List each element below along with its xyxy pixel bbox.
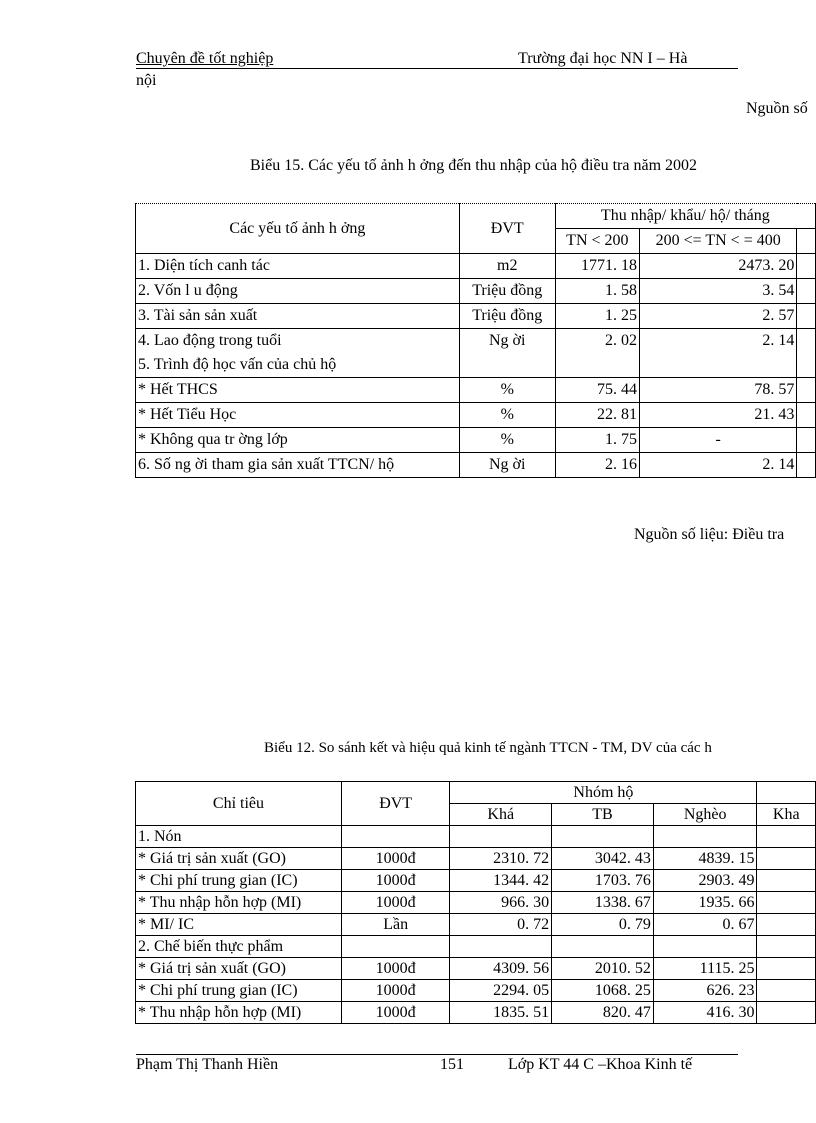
table1-unit-cell: % [459,428,555,453]
table2-indicator-cell: * Chi phí trung gian (IC) [136,980,342,1002]
table-row [136,254,816,279]
table1-head-sub1: TN < 200 [555,229,639,254]
table2-unit-cell: 1000đ [341,958,449,980]
table2-value-cell: 1935. 66 [653,892,757,914]
table2-value-cell: 1344. 42 [450,870,552,892]
table2-value-cell [757,826,816,848]
table1-unit-cell: % [459,378,555,403]
table2-value-cell [653,826,757,848]
table2-unit-cell [341,826,449,848]
table2-value-cell [757,1002,816,1024]
footer-divider [136,1054,738,1055]
table2-value-cell: 4309. 56 [450,958,552,980]
table1-value-cell [797,353,816,378]
table1-factor-cell: 6. Số ng ời tham gia sản xuất TTCN/ hộ [136,453,460,478]
table-row [136,453,816,478]
top-source-note: Nguồn số [746,100,808,117]
table1-factor-cell: 1. Diện tích canh tác [136,254,460,279]
table-row [136,980,816,1002]
table2-unit-cell: 1000đ [341,870,449,892]
table2-value-cell [552,826,654,848]
table1-body [136,254,816,478]
table2-value-cell: 0. 67 [653,914,757,936]
table2-value-cell: 0. 72 [450,914,552,936]
table1-factor-cell: 3. Tài sản sản xuất [136,304,460,329]
table1-unit-cell: m2 [459,254,555,279]
table-row [136,378,816,403]
table2-unit-cell [341,936,449,958]
table2-indicator-cell: * Thu nhập hỗn hợp (MI) [136,1002,342,1024]
table2-value-cell [757,848,816,870]
table1-value-cell: 78. 57 [640,378,797,403]
table1-unit-cell [459,353,555,378]
table2-indicator-cell: * Chi phí trung gian (IC) [136,870,342,892]
table1-value-cell: 2. 02 [555,329,639,354]
table2-value-cell: 2903. 49 [653,870,757,892]
table2-value-cell [653,936,757,958]
footer-page-number: 151 [440,1056,464,1073]
table1-value-cell: 3. 54 [640,279,797,304]
table-row [136,826,816,848]
table2-head-indicator: Chỉ tiêu [136,782,342,826]
table2-unit-cell: 1000đ [341,980,449,1002]
table1-head-group: Thu nhập/ khẩu/ hộ/ tháng [555,204,815,229]
table1-value-cell [797,428,816,453]
table1-unit-cell: % [459,403,555,428]
table2-indicator-cell: * Giá trị sản xuất (GO) [136,958,342,980]
table2-body [136,826,816,1024]
table2-value-cell: 4839. 15 [653,848,757,870]
table-row [136,428,816,453]
table1-title: Biểu 15. Các yếu tố ảnh h ởng đến thu nhập của hộ điều tra năm 2002 [250,157,698,174]
table1-factor-cell: * Không qua tr ờng lớp [136,428,460,453]
table1-value-cell [797,254,816,279]
table1-factor-cell: 2. Vốn l u động [136,279,460,304]
header-left: Chuyên đề tốt nghiệp [136,50,274,67]
table1-value-cell [797,329,816,354]
table1-value-cell: 1. 58 [555,279,639,304]
table2-value-cell: 2294. 05 [450,980,552,1002]
table1-value-cell: 2. 14 [640,453,797,478]
table1-head-factor: Các yếu tố ảnh h ởng [136,204,460,254]
table2-title: Biểu 12. So sánh kết và hiệu quả kinh tế ngành TTCN - TM, DV của các h [264,740,712,756]
table1-value-cell: - [640,428,797,453]
table-row [136,958,816,980]
table2 [135,781,816,1024]
footer-author: Phạm Thị Thanh Hiền [136,1056,279,1073]
mid-source-note: Nguồn số liệu: Điều tra [634,526,785,543]
table2-value-cell: 1703. 76 [552,870,654,892]
table2-value-cell [757,914,816,936]
table2-head-unit: ĐVT [341,782,449,826]
table1-head-sub2: 200 <= TN < = 400 [640,229,797,254]
table1-value-cell: 2. 16 [555,453,639,478]
table2-unit-cell: 1000đ [341,848,449,870]
table-row [136,279,816,304]
table1-value-cell: 1. 75 [555,428,639,453]
table2-head-sub4: Kha [757,804,816,826]
table1-value-cell [797,403,816,428]
table2-value-cell: 2010. 52 [552,958,654,980]
table2-indicator-cell: 1. Nón [136,826,342,848]
header-right: Trường đại học NN I – Hà [518,50,688,67]
table1-unit-cell: Triệu đồng [459,304,555,329]
table1-value-cell: 2. 57 [640,304,797,329]
table1-factor-cell: 4. Lao động trong tuổi [136,329,460,354]
table1-value-cell: 21. 43 [640,403,797,428]
table2-head-sub3: Nghèo [653,804,757,826]
table2-value-cell [757,980,816,1002]
table1-value-cell [797,279,816,304]
header-continuation: nội [136,72,157,89]
table1-value-cell [555,353,639,378]
table-row [136,870,816,892]
table2-value-cell: 416. 30 [653,1002,757,1024]
table2-head-sub1: Khá [450,804,552,826]
table2-value-cell [757,936,816,958]
table2-unit-cell: 1000đ [341,892,449,914]
table2-value-cell: 1068. 25 [552,980,654,1002]
table1-value-cell: 2473. 20 [640,254,797,279]
table-row [136,403,816,428]
table1-value-cell: 75. 44 [555,378,639,403]
table2-value-cell: 0. 79 [552,914,654,936]
table2-indicator-cell: * MI/ IC [136,914,342,936]
table2-value-cell [450,826,552,848]
table1-unit-cell: Ng ời [459,453,555,478]
table-row [136,353,816,378]
table2-value-cell: 626. 23 [653,980,757,1002]
table2-indicator-cell: * Thu nhập hỗn hợp (MI) [136,892,342,914]
table2-unit-cell: 1000đ [341,1002,449,1024]
table2-value-cell: 1338. 67 [552,892,654,914]
table1-value-cell: 2. 14 [640,329,797,354]
table2-value-cell [757,892,816,914]
table2-value-cell [757,870,816,892]
table2-head-sub2: TB [552,804,654,826]
table-row [136,329,816,354]
table1-head-sub3 [797,229,816,254]
table-row [136,304,816,329]
table2-value-cell: 820. 47 [552,1002,654,1024]
footer-class: Lớp KT 44 C –Khoa Kinh tế [508,1056,693,1073]
table2-indicator-cell: * Giá trị sản xuất (GO) [136,848,342,870]
table2-value-cell [450,936,552,958]
table2-value-cell: 1115. 25 [653,958,757,980]
table2-unit-cell: Lần [341,914,449,936]
table2-value-cell [757,958,816,980]
table1-head-unit: ĐVT [459,204,555,254]
table-row [136,848,816,870]
table2-head-group2 [757,782,816,804]
table2-value-cell: 2310. 72 [450,848,552,870]
table1-value-cell [797,304,816,329]
table1-unit-cell: Triệu đồng [459,279,555,304]
table1-value-cell [797,378,816,403]
table1-factor-cell: 5. Trình độ học vấn của chủ hộ [136,353,460,378]
table1-factor-cell: * Hết THCS [136,378,460,403]
table2-head-group: Nhóm hộ [450,782,757,804]
table1-unit-cell: Ng ời [459,329,555,354]
table-row [136,1002,816,1024]
table-row [136,936,816,958]
table1-value-cell: 1771. 18 [555,254,639,279]
table2-value-cell: 966. 30 [450,892,552,914]
table1-value-cell [797,453,816,478]
table1-factor-cell: * Hết Tiểu Học [136,403,460,428]
table1-value-cell [640,353,797,378]
header-divider [136,68,738,69]
table-row [136,892,816,914]
table2-value-cell: 1835. 51 [450,1002,552,1024]
table2-value-cell: 3042. 43 [552,848,654,870]
table1-value-cell: 22. 81 [555,403,639,428]
table2-value-cell [552,936,654,958]
table1-value-cell: 1. 25 [555,304,639,329]
table2-indicator-cell: 2. Chế biến thực phẩm [136,936,342,958]
table-row [136,914,816,936]
table1 [135,203,816,478]
